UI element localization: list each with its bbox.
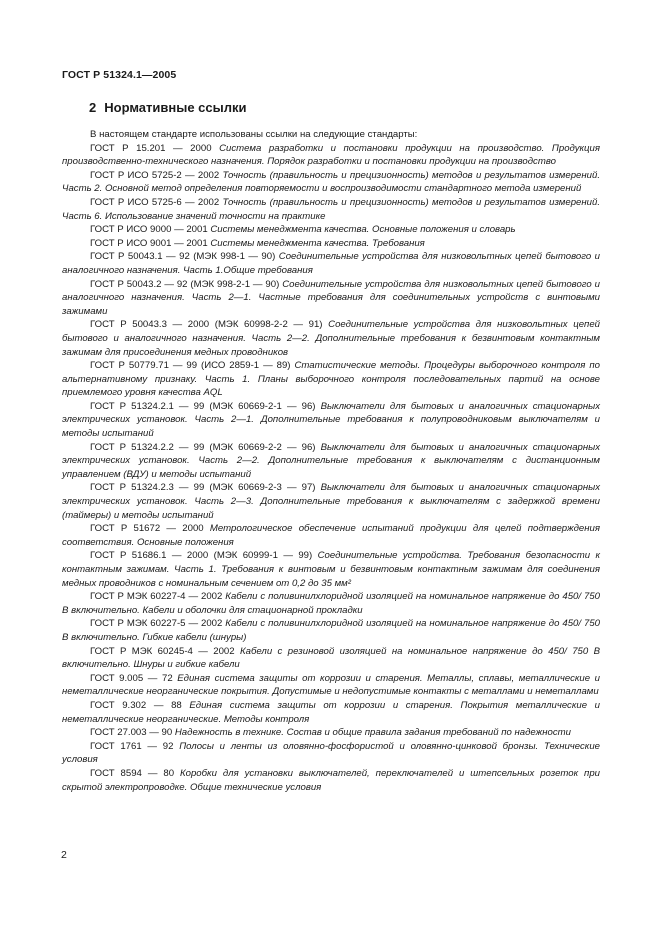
section-title: Нормативные ссылки (104, 100, 247, 115)
reference-title: Полосы и ленты из оловянно-фосфористой и оловянно-цинковой бронзы. Технические условия (62, 740, 601, 766)
reference-item (62, 142, 600, 169)
reference-title: Коробки для установки выключателей, переключателей и штепсельных розеток при скрытой электропроводке. Общие технические условия (62, 767, 600, 793)
reference-title: Метрологическое обеспечение испытаний продукции для целей подтверждения соответствия. Основные положения (62, 523, 601, 548)
reference-item (62, 250, 600, 277)
reference-title: Система разработки и постановки продукции на производство. Продукция производственно-технического назначения. Порядок разработки и постановки продукции на производство (62, 142, 600, 168)
section-number: 2 (89, 100, 97, 115)
reference-code: ГОСТ 8594 — 80 (90, 767, 175, 779)
reference-item (62, 481, 600, 522)
reference-title: Кабели с поливинилхлоридной изоляцией на номинальное напряжение до 450/ 750 В включительно. Гибкие кабели (шнуры) (62, 618, 600, 643)
reference-item (62, 223, 600, 237)
reference-code: ГОСТ Р 51324.2.2 — 99 (МЭК 60669-2-2 — 96) (90, 441, 316, 453)
reference-item (62, 196, 600, 223)
reference-code: ГОСТ Р ИСО 5725-2 — 2002 (90, 169, 220, 181)
reference-code: ГОСТ Р 51686.1 — 2000 (МЭК 60999-1 — 99) (90, 550, 313, 562)
reference-item (62, 699, 600, 726)
reference-title: Точность (правильность и прецизионность) методов и результатов измерений. Часть 6. Использование значений точности на практике (62, 196, 601, 222)
references-body (62, 128, 600, 794)
reference-title: Соединительные устройства. Требования безопасности к контактным зажимам. Часть 1. Требования к винтовым и безвинтовым контактным зажимам для соединения медных проводников с номинальным сечением от 0,2 до 35 мм² (62, 550, 600, 589)
intro-paragraph: В настоящем стандарте использованы ссылки на следующие стандарты: (90, 129, 418, 140)
reference-item (62, 726, 600, 740)
reference-item (62, 617, 600, 644)
reference-code: ГОСТ Р 15.201 — 2000 (90, 142, 212, 154)
reference-title: Выключатели для бытовых и аналогичных стационарных электрических установок. Часть 2—1. Дополнительные требования к полупроводниковым выключателям и методы испытаний (62, 400, 600, 440)
document-code-header: ГОСТ Р 51324.1—2005 (62, 69, 177, 81)
reference-code: ГОСТ 27.003 — 90 (90, 727, 173, 739)
reference-item (62, 590, 600, 617)
reference-code: ГОСТ 9.302 — 88 (90, 699, 182, 711)
reference-code: ГОСТ Р МЭК 60227-4 — 2002 (90, 591, 223, 603)
section-heading (89, 100, 246, 115)
reference-title: Точность (правильность и прецизионность) методов и результатов измерений. Часть 2. Основной метод определения повторяемости и воспроизводимости стандартного метода измерений (62, 169, 601, 195)
reference-title: Единая система защиты от коррозии и старения. Покрытия металлические и неметаллические неорганические. Методы контроля (62, 699, 601, 725)
reference-item (62, 169, 600, 196)
page-number: 2 (61, 849, 67, 861)
reference-code: ГОСТ Р 50043.3 — 2000 (МЭК 60998-2-2 — 91) (90, 319, 323, 331)
reference-item (62, 318, 600, 359)
reference-code: ГОСТ Р 50043.2 — 92 (МЭК 998-2-1 — 90) (90, 278, 280, 290)
reference-code: ГОСТ Р МЭК 60245-4 — 2002 (90, 645, 235, 657)
reference-code: ГОСТ Р МЭК 60227-5 — 2002 (90, 618, 223, 630)
reference-code: ГОСТ Р 51672 — 2000 (90, 523, 204, 535)
reference-code: ГОСТ 1761 — 92 (90, 740, 174, 752)
reference-item (62, 522, 600, 549)
reference-code: ГОСТ 9.005 — 72 (90, 672, 173, 684)
reference-title: Соединительные устройства для низковольтных цепей бытового и аналогичного назначения. Часть 2—2. Дополнительные требования к безвинтовым контактным зажимам для присоединения медных проводников (62, 319, 600, 358)
reference-code: ГОСТ Р 50043.1 — 92 (МЭК 998-1 — 90) (90, 251, 276, 263)
reference-title: Выключатели для бытовых и аналогичных стационарных электрических установок. Часть 2—3. Дополнительные требования к выключателям с задержкой времени (таймеры) и методы испытаний (62, 482, 600, 521)
reference-code: ГОСТ Р ИСО 9001 — 2001 (90, 237, 208, 249)
reference-code: ГОСТ Р 51324.2.3 — 99 (МЭК 60669-2-3 — 97) (90, 482, 316, 494)
reference-item (62, 549, 600, 590)
reference-title: Системы менеджмента качества. Основные положения и словарь (210, 224, 516, 236)
reference-item (62, 278, 600, 319)
reference-code: ГОСТ Р 51324.2.1 — 99 (МЭК 60669-2-1 — 96) (90, 400, 316, 412)
reference-code: ГОСТ Р 50779.71 — 99 (ИСО 2859-1 — 89) (90, 360, 291, 372)
reference-title: Соединительные устройства для низковольтных цепей бытового и аналогичного назначения. Часть 1.Общие требования (62, 251, 600, 276)
reference-title: Выключатели для бытовых и аналогичных стационарных электрических установок. Часть 2—2. Дополнительные требования к выключателям с дистанционным управлением (ВДУ) и методы испытаний (62, 441, 600, 480)
reference-item (62, 441, 600, 482)
reference-title: Системы менеджмента качества. Требования (210, 237, 425, 249)
reference-title: Единая система защиты от коррозии и старения. Металлы, сплавы, металлические и неметаллические неорганические покрытия. Допустимые и недопустимые контакты с металлами и неметаллами (62, 672, 600, 698)
reference-title: Соединительные устройства для низковольтных цепей бытового и аналогичного назначения. Часть 2—1. Частные требования для соединительных устройств с винтовыми зажимами (62, 278, 600, 317)
reference-title: Кабели с резиновой изоляцией на номинальное напряжение до 450/ 750 В включительно. Шнуры и гибкие кабели (62, 645, 600, 671)
reference-code: ГОСТ Р ИСО 5725-6 — 2002 (90, 196, 220, 208)
reference-item (62, 359, 600, 400)
reference-list (62, 142, 600, 795)
reference-item (62, 672, 600, 699)
reference-item (62, 237, 600, 251)
reference-item (62, 740, 600, 767)
reference-item (62, 767, 600, 794)
reference-item (62, 400, 600, 441)
reference-title: Надежность в технике. Состав и общие правила задания требований по надежности (174, 727, 571, 739)
reference-code: ГОСТ Р ИСО 9000 — 2001 (90, 224, 208, 236)
reference-title: Кабели с поливинилхлоридной изоляцией на номинальное напряжение до 450/ 750 В включительно. Кабели и оболочки для стационарной прокладки (62, 591, 600, 616)
reference-title: Статистические методы. Процедуры выборочного контроля по альтернативному признаку. Часть 1. Планы выборочного контроля последовательных партий на основе приемлемого уровня качества AQL (62, 360, 600, 399)
reference-item (62, 645, 600, 672)
